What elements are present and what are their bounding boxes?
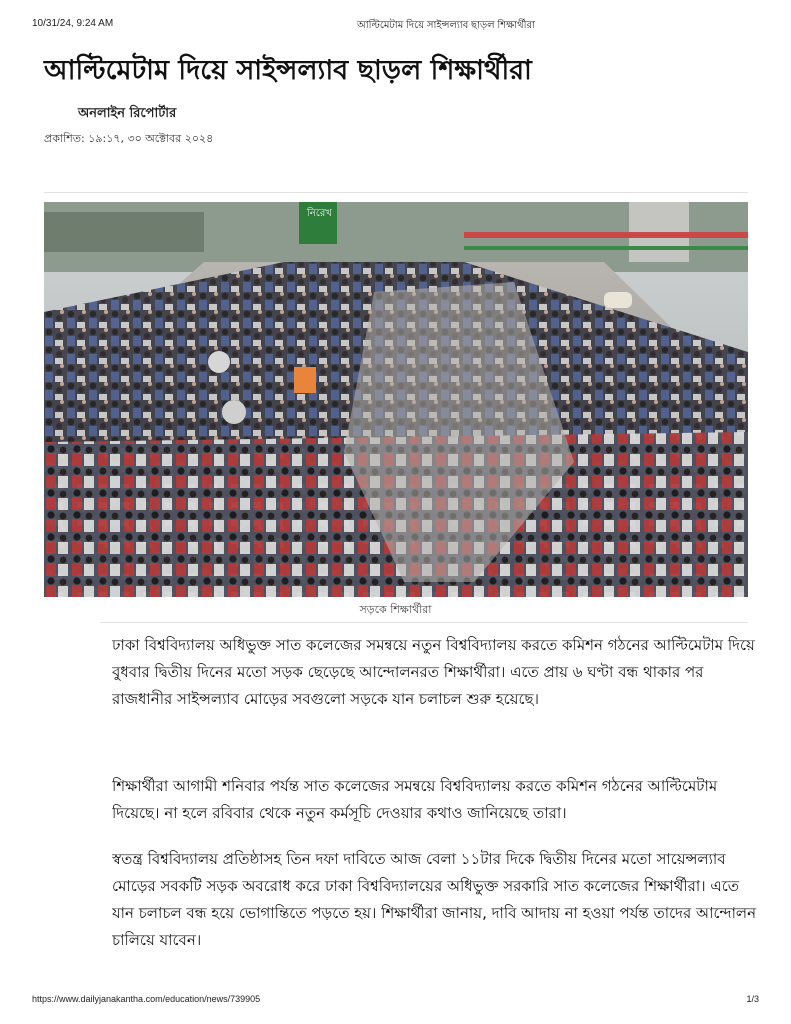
divider xyxy=(100,622,748,623)
article-headline: আল্টিমেটাম দিয়ে সাইন্সল্যাব ছাড়ল শিক্ষার্থীরা xyxy=(44,55,532,86)
sign-text: নিরেখ xyxy=(307,208,332,219)
published-date: প্রকাশিত: ১৯:১৭, ৩০ অক্টোবর ২০২৪ xyxy=(44,132,214,145)
article-paragraph: শিক্ষার্থীরা আগামী শনিবার পর্যন্ত সাত কলেজের সমন্বয়ে বিশ্ববিদ্যালয় করতে কমিশন গঠনের আল্টিমেটাম দিয়েছে। না হলে রবিবার থেকে নতুন কর্মসূচি দেওয়ার কথাও জানিয়েছে তারা। xyxy=(112,777,718,822)
photo-caption: সড়কে শিক্ষার্থীরা xyxy=(359,603,432,616)
article-photo xyxy=(44,202,748,597)
divider xyxy=(44,192,748,193)
page-number: 1/3 xyxy=(746,994,759,1004)
print-page-title: আল্টিমেটাম দিয়ে সাইন্সল্যাব ছাড়ল শিক্ষার্থীরা xyxy=(357,20,535,31)
article-paragraph: স্বতন্ত্র বিশ্ববিদ্যালয় প্রতিষ্ঠাসহ তিন দফা দাবিতে আজ বেলা ১১টার দিকে দ্বিতীয় দিনের মতো সায়েন্সল্যাব মোড়ের সবকটি সড়ক অবরোধ করে ঢাকা বিশ্ববিদ্যালয়ের অধিভুক্ত সরকারি সাত কলেজের শিক্ষার্থীরা। এতে যান চলাচল বন্ধ হয়ে ভোগান্তিতে পড়তে হয়। শিক্ষার্থীরা জানায়, দাবি আদায় না হওয়া পর্যন্ত তাদের আন্দোলন চালিয়ে যাবেন। xyxy=(112,850,757,949)
source-url[interactable]: https://www.dailyjanakantha.com/education/news/739905 xyxy=(32,994,261,1004)
article-paragraph: ঢাকা বিশ্ববিদ্যালয় অধিভুক্ত সাত কলেজের সমন্বয়ে নতুন বিশ্ববিদ্যালয় করতে কমিশন গঠনের আল্টিমেটাম দিয়ে বুধবার দ্বিতীয় দিনের মতো সড়ক ছেড়েছে আন্দোলনরত শিক্ষার্থীরা। এতে প্রায় ৬ ঘণ্টা বন্ধ থাকার পর রাজধানীর সাইন্সল্যাব মোড়ের সবগুলো সড়কে যান চলাচল শুরু হয়েছে। xyxy=(112,636,755,708)
print-datetime: 10/31/24, 9:24 AM xyxy=(32,18,114,29)
print-header xyxy=(32,18,759,32)
print-footer xyxy=(32,994,759,1008)
crowd-photo-illustration xyxy=(44,202,748,597)
article-author[interactable]: অনলাইন রিপোর্টার xyxy=(78,106,177,121)
